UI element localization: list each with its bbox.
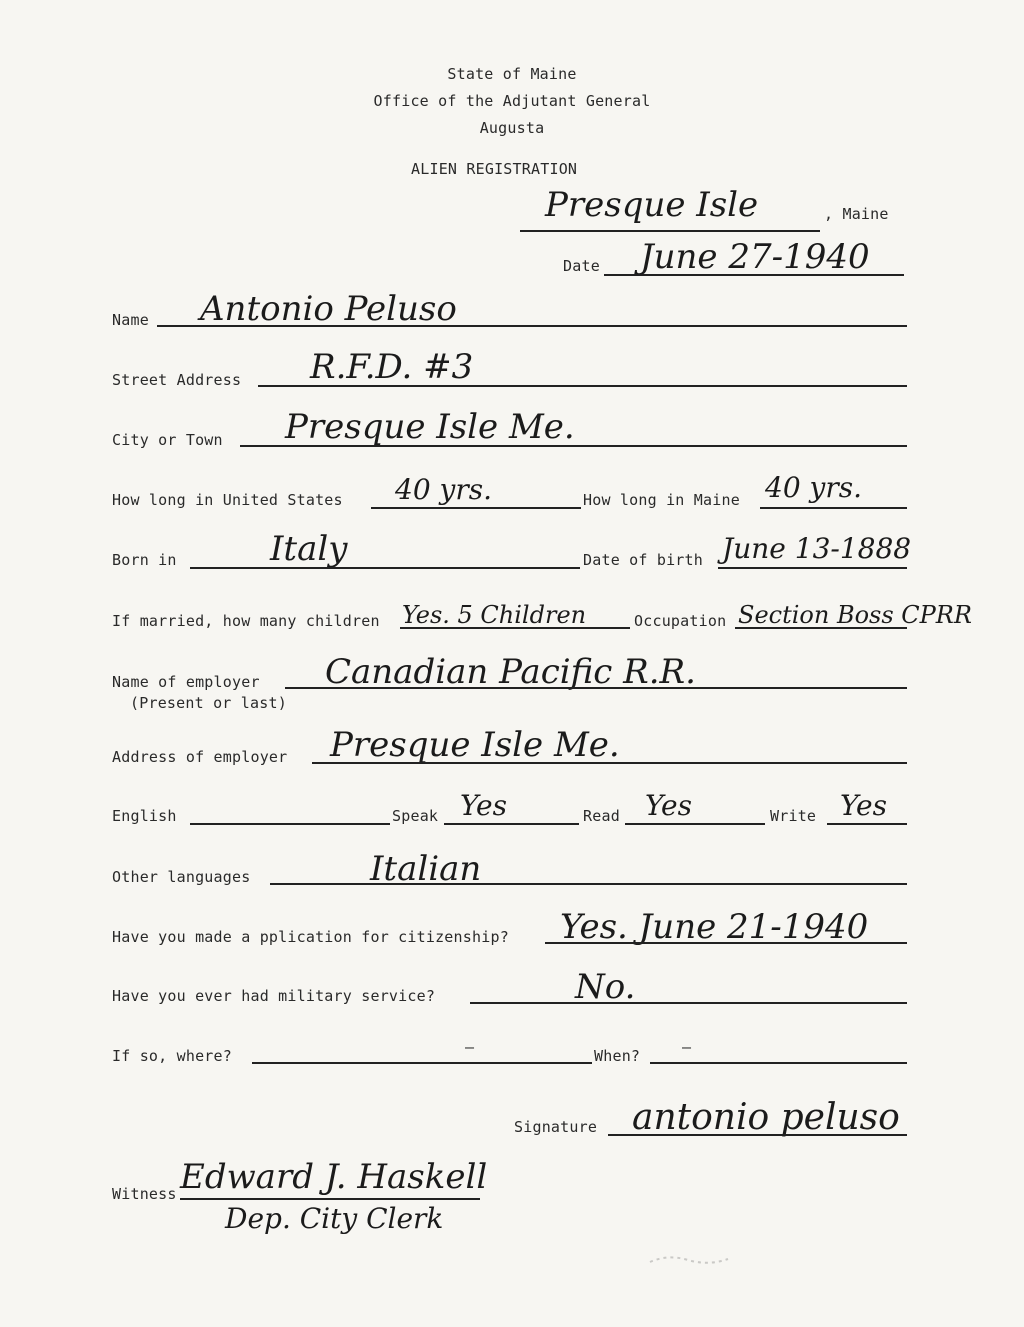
citizenship-value: Yes. June 21-1940 bbox=[560, 907, 869, 947]
where-value: — bbox=[465, 1038, 475, 1056]
date-label: Date bbox=[563, 257, 600, 275]
street-value: R.F.D. #3 bbox=[310, 347, 474, 387]
employer-address-value: Presque Isle Me. bbox=[330, 725, 620, 765]
employer-line bbox=[285, 687, 907, 689]
place-town: Presque Isle bbox=[545, 185, 759, 225]
speak-line bbox=[444, 823, 579, 825]
dob-value: June 13-1888 bbox=[722, 532, 912, 565]
us-time-label: How long in United States bbox=[112, 491, 343, 509]
read-value: Yes bbox=[645, 789, 692, 822]
us-time-value: 40 yrs. bbox=[395, 473, 493, 506]
place-line bbox=[520, 230, 820, 232]
born-value: Italy bbox=[270, 529, 348, 569]
witness-label: Witness bbox=[112, 1185, 177, 1203]
street-line bbox=[258, 385, 907, 387]
form-title: ALIEN REGISTRATION bbox=[411, 160, 578, 178]
occupation-label: Occupation bbox=[634, 612, 727, 630]
maine-time-label: How long in Maine bbox=[583, 491, 740, 509]
citizenship-label: Have you made a pplication for citizenship? bbox=[112, 928, 509, 946]
city-label: City or Town bbox=[112, 431, 223, 449]
children-value: Yes. 5 Children bbox=[402, 601, 587, 629]
where-label: If so, where? bbox=[112, 1047, 232, 1065]
where-line bbox=[252, 1062, 592, 1064]
name-line bbox=[157, 325, 907, 327]
dob-line bbox=[718, 567, 907, 569]
speak-value: Yes bbox=[460, 789, 507, 822]
city-value: Presque Isle Me. bbox=[285, 407, 575, 447]
date-line bbox=[604, 274, 904, 276]
date-value: June 27-1940 bbox=[640, 237, 870, 277]
other-languages-value: Italian bbox=[370, 849, 482, 889]
write-line bbox=[827, 823, 907, 825]
paper-smudge bbox=[648, 1250, 748, 1270]
us-time-line bbox=[371, 507, 581, 509]
speak-label: Speak bbox=[392, 807, 439, 825]
city-line bbox=[240, 445, 907, 447]
employer-address-label: Address of employer bbox=[112, 748, 288, 766]
other-languages-line bbox=[270, 883, 907, 885]
employer-sublabel: (Present or last) bbox=[130, 694, 287, 712]
children-line bbox=[400, 627, 630, 629]
place-state-label: , Maine bbox=[824, 205, 889, 223]
military-line bbox=[470, 1002, 907, 1004]
when-label: When? bbox=[594, 1047, 641, 1065]
military-label: Have you ever had military service? bbox=[112, 987, 436, 1005]
signature-value: antonio peluso bbox=[632, 1097, 900, 1138]
read-label: Read bbox=[583, 807, 620, 825]
write-value: Yes bbox=[840, 789, 887, 822]
dob-label: Date of birth bbox=[583, 551, 703, 569]
header-state: State of Maine bbox=[447, 65, 577, 83]
name-value: Antonio Peluso bbox=[200, 289, 457, 329]
when-value: — bbox=[682, 1038, 692, 1056]
occupation-value: Section Boss CPRR bbox=[738, 601, 972, 629]
witness-line bbox=[180, 1198, 480, 1200]
military-value: No. bbox=[575, 967, 636, 1007]
citizenship-line bbox=[545, 942, 907, 944]
signature-line bbox=[608, 1134, 907, 1136]
children-label: If married, how many children bbox=[112, 612, 380, 630]
employer-value: Canadian Pacific R.R. bbox=[325, 652, 696, 692]
header-office: Office of the Adjutant General bbox=[373, 92, 651, 110]
witness-name: Edward J. Haskell bbox=[180, 1157, 488, 1197]
read-line bbox=[625, 823, 765, 825]
born-line bbox=[190, 567, 580, 569]
english-label: English bbox=[112, 807, 177, 825]
header-city: Augusta bbox=[479, 119, 545, 137]
born-label: Born in bbox=[112, 551, 177, 569]
employer-label: Name of employer bbox=[112, 673, 260, 691]
employer-address-line bbox=[312, 762, 907, 764]
occupation-line bbox=[735, 627, 907, 629]
maine-time-line bbox=[760, 507, 907, 509]
maine-time-value: 40 yrs. bbox=[765, 471, 863, 504]
english-line bbox=[190, 823, 390, 825]
street-label: Street Address bbox=[112, 371, 242, 389]
write-label: Write bbox=[770, 807, 817, 825]
other-languages-label: Other languages bbox=[112, 868, 251, 886]
signature-label: Signature bbox=[514, 1118, 598, 1136]
when-line bbox=[650, 1062, 907, 1064]
name-label: Name bbox=[112, 311, 149, 329]
witness-title: Dep. City Clerk bbox=[225, 1202, 444, 1235]
